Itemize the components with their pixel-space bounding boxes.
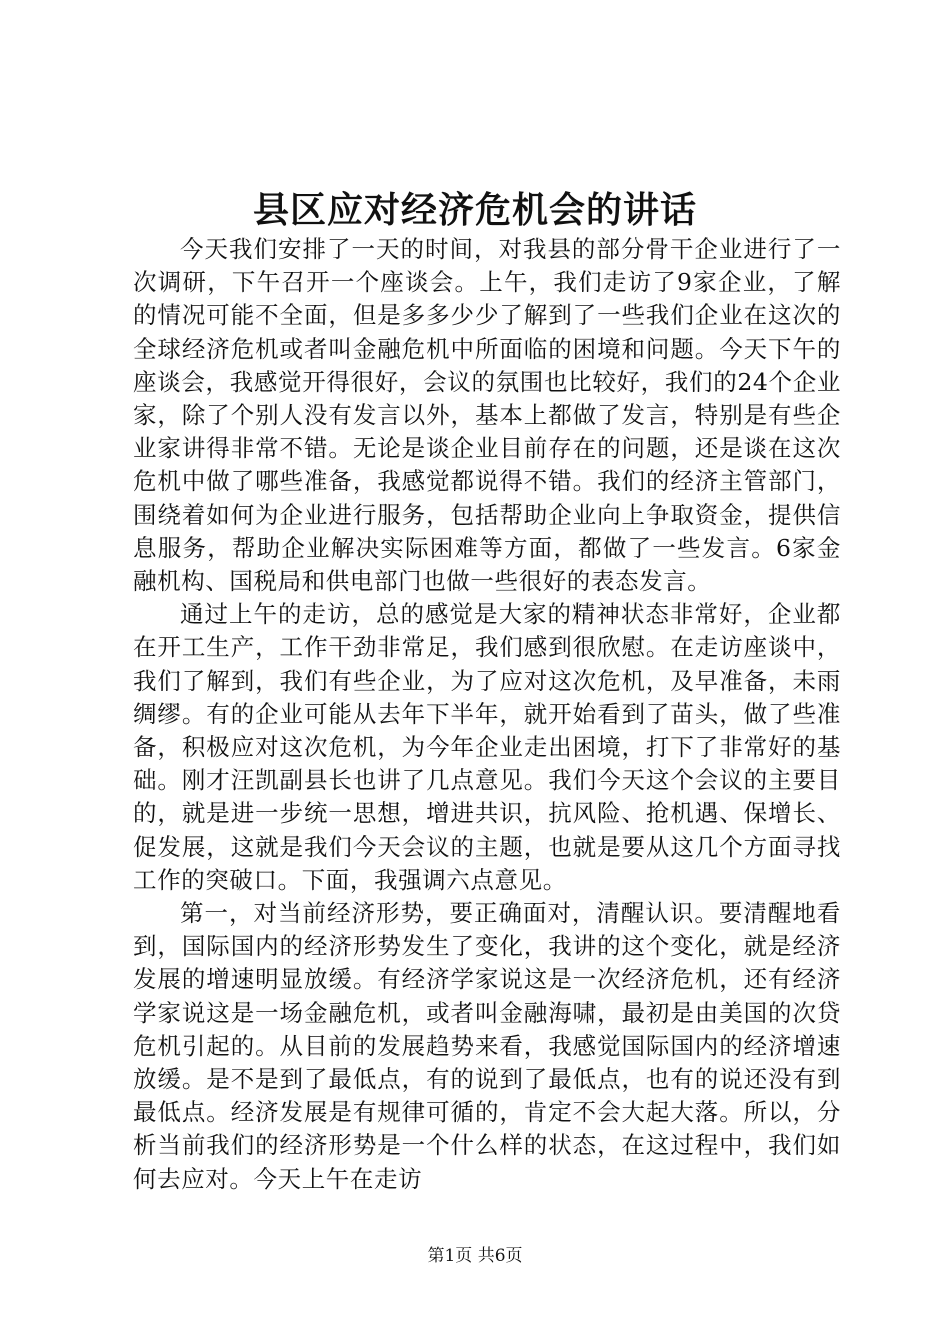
speech-body <box>133 233 841 1196</box>
paragraph-point-one: 第一，对当前经济形势，要正确面对，清醒认识。要清醒地看到，国际国内的经济形势发生了变化，我讲的这个变化，就是经济发展的增速明显放缓。有经济学家说这是一次经济危机，还有经济学家说这是一场金融危机，或者叫金融海啸，最初是由美国的次贷危机引起的。从目前的发展趋势来看，我感觉国际国内的经济增速放缓。是不是到了最低点，有的说到了最低点，也有的说还没有到最低点。经济发展是有规律可循的，肯定不会大起大落。所以，分析当前我们的经济形势是一个什么样的状态，在这过程中，我们如何去应对。今天上午在走访 <box>133 899 841 1193</box>
paragraph-visit-impression: 通过上午的走访，总的感觉是大家的精神状态非常好，企业都在开工生产，工作干劲非常足，我们感到很欣慰。在走访座谈中，我们了解到，我们有些企业，为了应对这次危机，及早准备，未雨绸缪。有的企业可能从去年下半年，就开始看到了苗头，做了些准备，积极应对这次危机，为今年企业走出困境，打下了非常好的基础。刚才汪凯副县长也讲了几点意见。我们今天这个会议的主要目的，就是进一步统一思想，增进共识，抗风险、抢机遇、保增长、促发展，这就是我们今天会议的主题，也就是要从这几个方面寻找工作的突破口。下面，我强调六点意见。 <box>133 600 841 894</box>
page-number-footer: 第1页 共6页 <box>427 1246 523 1266</box>
paragraph-intro: 今天我们安排了一天的时间，对我县的部分骨干企业进行了一次调研，下午召开一个座谈会。上午，我们走访了9家企业，了解的情况可能不全面，但是多多少少了解到了一些我们企业在这次的全球经济危机或者叫金融危机中所面临的困境和问题。今天下午的座谈会，我感觉开得很好，会议的氛围也比较好，我们的24个企业家，除了个别人没有发言以外，基本上都做了发言，特别是有些企业家讲得非常不错。无论是谈企业目前存在的问题，还是谈在这次危机中做了哪些准备，我感觉都说得不错。我们的经济主管部门，围绕着如何为企业进行服务，包括帮助企业向上争取资金，提供信息服务，帮助企业解决实际困难等方面，都做了一些发言。6家金融机构、国税局和供电部门也做一些很好的表态发言。 <box>133 235 841 596</box>
page-title: 县区应对经济危机会的讲话 <box>252 189 697 231</box>
